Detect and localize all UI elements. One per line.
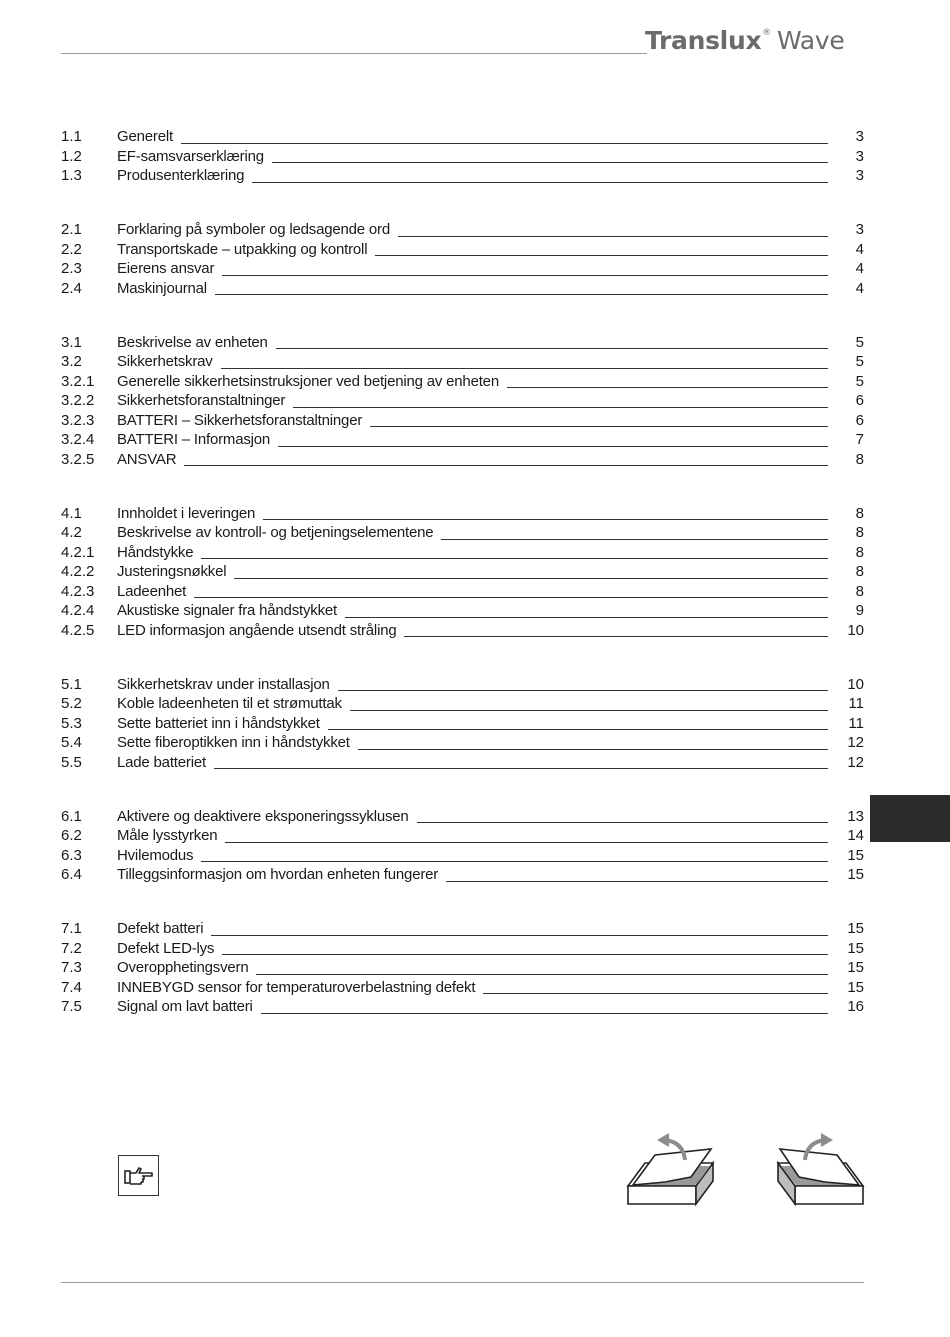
toc-leader-line	[293, 407, 828, 408]
toc-leader-line	[446, 881, 828, 882]
toc-entry[interactable]	[61, 523, 864, 543]
toc-entry[interactable]	[61, 807, 864, 827]
toc-leader-line	[222, 954, 828, 955]
toc-entry-number: 2.2	[61, 240, 82, 258]
toc-entry-number: 5.5	[61, 753, 82, 771]
toc-entry-title: Overopphetingsvern	[117, 959, 249, 976]
toc-leader-line	[350, 710, 828, 711]
footer-rule	[61, 1282, 864, 1283]
toc-entry-title: Generelt	[117, 128, 173, 145]
brand-logo	[645, 26, 844, 60]
toc-entry-number: 4.2.1	[61, 543, 95, 561]
toc-leader-line	[483, 993, 828, 994]
toc-entry-page: 12	[847, 734, 864, 751]
toc-section	[61, 675, 864, 773]
toc-leader-line	[184, 465, 828, 466]
registered-mark: ®	[762, 28, 771, 38]
toc-entry-number: 4.1	[61, 504, 82, 522]
toc-entry-title: Signal om lavt batteri	[117, 998, 253, 1015]
toc-leader-line	[201, 558, 828, 559]
toc-entry-page: 3	[855, 221, 864, 238]
toc-entry-page: 4	[855, 260, 864, 277]
toc-entry-title: Beskrivelse av enheten	[117, 333, 268, 351]
toc-leader-line	[181, 143, 828, 144]
toc-entry-page: 15	[847, 939, 864, 957]
toc-entry-page: 14	[847, 827, 864, 844]
toc-entry[interactable]	[61, 694, 864, 714]
toc-section	[61, 127, 864, 186]
toc-entry[interactable]	[61, 919, 864, 939]
toc-entry[interactable]	[61, 621, 864, 641]
toc-entry[interactable]	[61, 279, 864, 299]
toc-leader-line	[194, 597, 828, 598]
toc-entry-page: 8	[855, 563, 864, 580]
toc-leader-line	[338, 690, 828, 691]
toc-entry-title: INNEBYGD sensor for temperaturoverbelastning defekt	[117, 978, 476, 996]
toc-entry-title: Lade batteriet	[117, 753, 206, 771]
toc-leader-line	[441, 539, 828, 540]
toc-entry-title: Defekt LED-lys	[117, 939, 215, 957]
table-of-contents	[61, 127, 864, 1051]
brand-model: Wave	[776, 26, 845, 55]
toc-entry-number: 3.2.5	[61, 450, 95, 468]
toc-entry[interactable]	[61, 504, 864, 524]
toc-entry-number: 6.1	[61, 807, 82, 825]
toc-entry-number: 1.2	[61, 147, 82, 165]
toc-leader-line	[211, 935, 828, 936]
toc-leader-line	[507, 387, 828, 388]
toc-entry-title: Beskrivelse av kontroll- og betjeningselementene	[117, 524, 434, 541]
header-rule	[61, 53, 647, 54]
toc-section	[61, 504, 864, 641]
toc-entry-number: 6.3	[61, 846, 82, 864]
toc-entry-title: Eierens ansvar	[117, 260, 215, 277]
toc-section	[61, 807, 864, 885]
toc-entry-title: Sette batteriet inn i håndstykket	[117, 714, 320, 732]
toc-entry-page: 3	[855, 147, 864, 165]
toc-entry-number: 3.2.4	[61, 431, 95, 448]
toc-entry[interactable]	[61, 372, 864, 392]
toc-entry-number: 4.2.2	[61, 563, 95, 580]
toc-leader-line	[272, 162, 828, 163]
toc-entry-number: 6.4	[61, 866, 82, 883]
toc-leader-line	[261, 1013, 828, 1014]
toc-entry-page: 10	[847, 621, 864, 639]
fold-page-right-icon	[775, 1130, 865, 1208]
brand-name: Translux	[645, 26, 762, 55]
toc-entry[interactable]	[61, 220, 864, 240]
toc-entry-number: 4.2	[61, 524, 82, 541]
toc-entry[interactable]	[61, 714, 864, 734]
toc-entry-page: 15	[847, 846, 864, 864]
toc-entry-number: 2.3	[61, 260, 82, 277]
toc-entry-page: 6	[855, 411, 864, 429]
toc-entry-page: 5	[855, 372, 864, 390]
toc-entry[interactable]	[61, 411, 864, 431]
toc-entry-number: 5.1	[61, 675, 82, 693]
toc-entry-title: Måle lysstyrken	[117, 827, 218, 844]
toc-leader-line	[201, 861, 828, 862]
toc-entry[interactable]	[61, 391, 864, 411]
toc-entry-title: EF-samsvarserklæring	[117, 147, 264, 165]
toc-entry-page: 3	[855, 167, 864, 184]
toc-entry-page: 13	[847, 807, 864, 825]
toc-entry-number: 3.2.3	[61, 411, 95, 429]
toc-entry-number: 7.1	[61, 920, 82, 937]
toc-entry[interactable]	[61, 333, 864, 353]
toc-entry-page: 8	[855, 582, 864, 600]
toc-leader-line	[375, 255, 828, 256]
toc-entry[interactable]	[61, 978, 864, 998]
toc-leader-line	[252, 182, 828, 183]
toc-leader-line	[222, 275, 828, 276]
toc-leader-line	[358, 749, 828, 750]
toc-entry-page: 4	[855, 240, 864, 258]
toc-entry-page: 12	[847, 753, 864, 771]
toc-entry-number: 3.2.2	[61, 392, 95, 409]
toc-leader-line	[398, 236, 828, 237]
toc-entry[interactable]	[61, 939, 864, 959]
toc-leader-line	[328, 729, 828, 730]
toc-leader-line	[417, 822, 828, 823]
toc-entry-title: Akustiske signaler fra håndstykket	[117, 602, 337, 619]
toc-leader-line	[370, 426, 828, 427]
toc-section	[61, 919, 864, 1017]
toc-entry-number: 7.5	[61, 998, 82, 1015]
toc-entry[interactable]	[61, 147, 864, 167]
toc-entry-title: Maskinjournal	[117, 279, 207, 297]
toc-entry-number: 2.4	[61, 279, 82, 297]
toc-entry[interactable]	[61, 958, 864, 978]
toc-entry-title: Innholdet i leveringen	[117, 504, 256, 522]
toc-entry-number: 4.2.3	[61, 582, 95, 600]
toc-entry-number: 5.4	[61, 734, 82, 751]
toc-entry[interactable]	[61, 543, 864, 563]
toc-entry-page: 15	[847, 978, 864, 996]
toc-entry-page: 5	[855, 353, 864, 370]
toc-entry-page: 6	[855, 392, 864, 409]
toc-entry-title: Hvilemodus	[117, 846, 194, 864]
toc-entry[interactable]	[61, 240, 864, 260]
toc-leader-line	[404, 636, 828, 637]
pointing-hand-icon	[118, 1155, 159, 1196]
toc-leader-line	[256, 974, 828, 975]
toc-leader-line	[225, 842, 828, 843]
toc-entry-page: 11	[848, 714, 864, 732]
toc-entry[interactable]	[61, 352, 864, 372]
toc-entry[interactable]	[61, 865, 864, 885]
toc-entry[interactable]	[61, 753, 864, 773]
toc-entry-title: Justeringsnøkkel	[117, 563, 227, 580]
toc-entry[interactable]	[61, 675, 864, 695]
toc-entry-number: 3.2	[61, 353, 82, 370]
toc-entry[interactable]	[61, 562, 864, 582]
toc-entry-page: 16	[847, 998, 864, 1015]
toc-entry-number: 7.2	[61, 939, 82, 957]
toc-section	[61, 333, 864, 470]
toc-entry-title: Aktivere og deaktivere eksponeringssyklusen	[117, 807, 409, 825]
toc-entry-number: 7.4	[61, 978, 82, 996]
toc-entry-title: Tilleggsinformasjon om hvordan enheten fungerer	[117, 866, 439, 883]
toc-entry-page: 8	[855, 450, 864, 468]
toc-entry[interactable]	[61, 582, 864, 602]
toc-entry-title: Sikkerhetsforanstaltninger	[117, 392, 286, 409]
toc-entry[interactable]	[61, 733, 864, 753]
toc-entry-title: BATTERI – Informasjon	[117, 431, 271, 448]
toc-entry-title: Generelle sikkerhetsinstruksjoner ved betjening av enheten	[117, 372, 499, 390]
toc-entry-number: 4.2.5	[61, 621, 95, 639]
toc-entry-page: 7	[855, 431, 864, 448]
toc-entry-page: 3	[855, 128, 864, 145]
toc-entry-title: Håndstykke	[117, 543, 194, 561]
toc-entry-page: 9	[855, 602, 864, 619]
fold-page-left-icon	[625, 1130, 715, 1208]
toc-section	[61, 220, 864, 298]
toc-entry[interactable]	[61, 166, 864, 186]
toc-leader-line	[278, 446, 828, 447]
toc-entry[interactable]	[61, 127, 864, 147]
toc-entry-number: 5.3	[61, 714, 82, 732]
toc-entry-page: 11	[848, 695, 864, 712]
toc-entry-title: Koble ladeenheten til et strømuttak	[117, 695, 342, 712]
toc-entry-title: Sette fiberoptikken inn i håndstykket	[117, 734, 350, 751]
toc-entry-number: 1.3	[61, 167, 82, 184]
toc-entry-page: 8	[855, 543, 864, 561]
toc-leader-line	[215, 294, 828, 295]
toc-entry-title: Ladeenhet	[117, 582, 187, 600]
toc-entry-title: Sikkerhetskrav	[117, 353, 213, 370]
toc-leader-line	[234, 578, 828, 579]
chapter-side-tab	[870, 795, 950, 842]
toc-entry[interactable]	[61, 430, 864, 450]
toc-entry[interactable]	[61, 997, 864, 1017]
toc-leader-line	[263, 519, 828, 520]
toc-entry[interactable]	[61, 601, 864, 621]
toc-leader-line	[221, 368, 828, 369]
toc-entry-title: Forklaring på symboler og ledsagende ord	[117, 221, 390, 238]
toc-entry-number: 1.1	[61, 128, 82, 145]
toc-leader-line	[276, 348, 828, 349]
toc-entry[interactable]	[61, 826, 864, 846]
toc-entry-page: 10	[847, 675, 864, 693]
toc-entry-number: 5.2	[61, 695, 82, 712]
toc-entry-number: 4.2.4	[61, 602, 95, 619]
toc-leader-line	[214, 768, 828, 769]
toc-entry[interactable]	[61, 846, 864, 866]
toc-entry-number: 3.2.1	[61, 372, 95, 390]
toc-entry-page: 8	[855, 504, 864, 522]
toc-entry-page: 4	[855, 279, 864, 297]
toc-entry-page: 15	[847, 866, 864, 883]
toc-entry-title: Produsenterklæring	[117, 167, 245, 184]
toc-entry-number: 7.3	[61, 959, 82, 976]
toc-entry-title: Sikkerhetskrav under installasjon	[117, 675, 330, 693]
toc-entry-page: 15	[847, 959, 864, 976]
toc-entry[interactable]	[61, 450, 864, 470]
toc-entry-title: BATTERI – Sikkerhetsforanstaltninger	[117, 411, 363, 429]
toc-entry-page: 8	[855, 524, 864, 541]
toc-entry-page: 15	[847, 920, 864, 937]
toc-entry-title: Transportskade – utpakking og kontroll	[117, 240, 368, 258]
toc-entry-number: 3.1	[61, 333, 82, 351]
toc-leader-line	[345, 617, 828, 618]
toc-entry-page: 5	[855, 333, 864, 351]
toc-entry-title: LED informasjon angående utsendt stråling	[117, 621, 397, 639]
toc-entry-title: ANSVAR	[117, 450, 177, 468]
toc-entry[interactable]	[61, 259, 864, 279]
toc-entry-title: Defekt batteri	[117, 920, 204, 937]
toc-entry-number: 6.2	[61, 827, 82, 844]
toc-entry-number: 2.1	[61, 221, 82, 238]
